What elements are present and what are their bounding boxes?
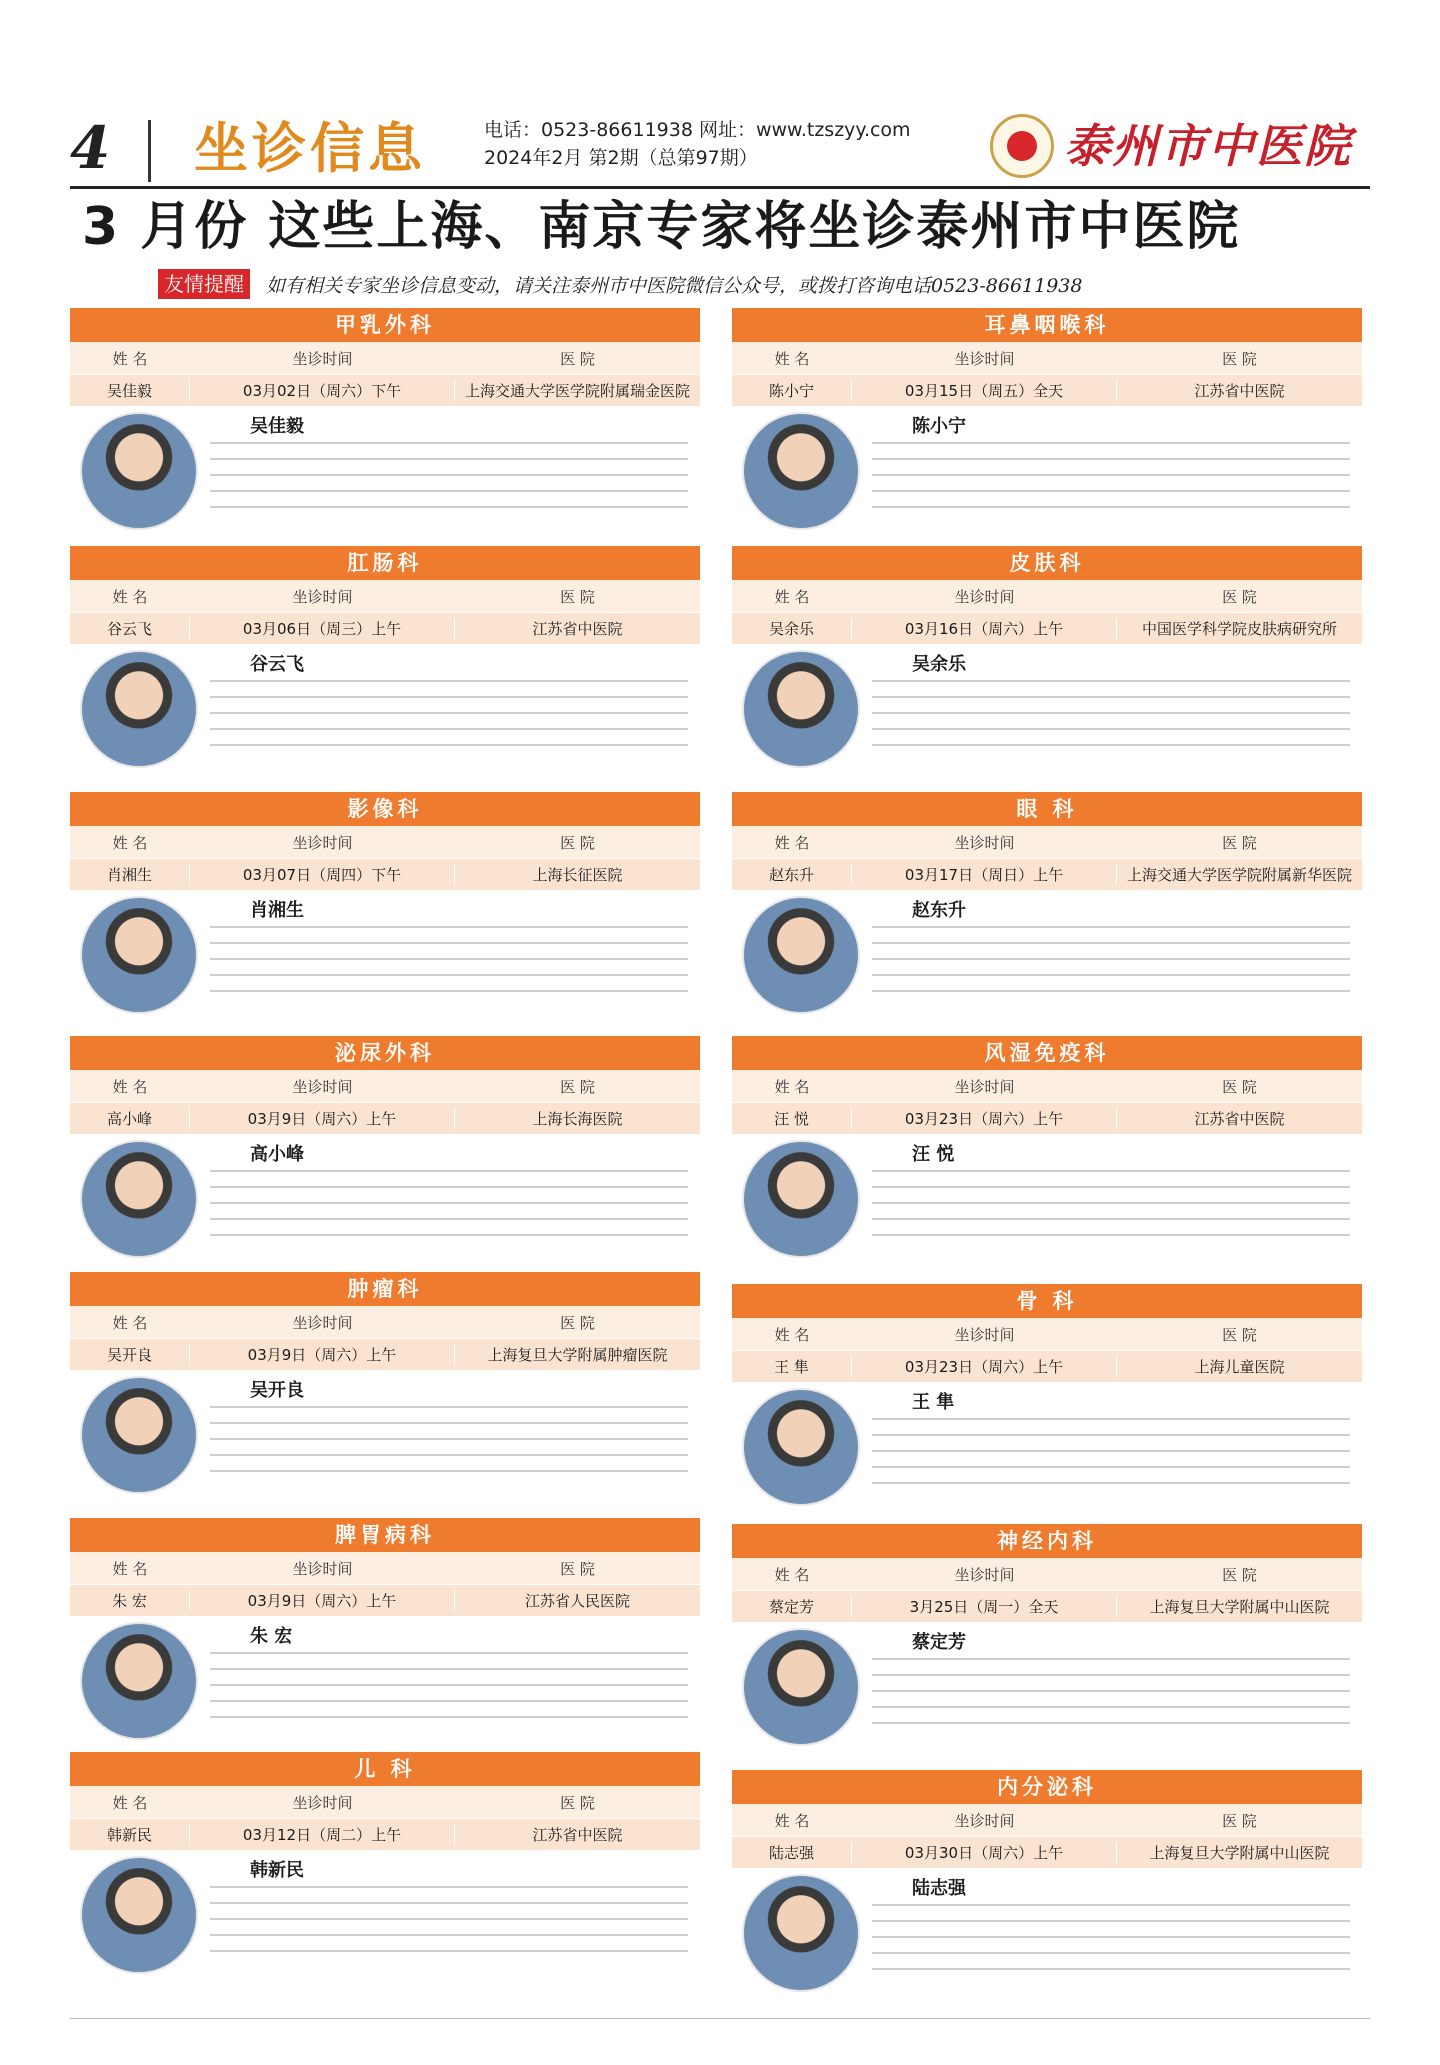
profile-doctor-name: 高小峰 <box>250 1144 304 1165</box>
hospital-cell: 中国医学科学院皮肤病研究所 <box>1141 620 1337 638</box>
table-row <box>732 858 1362 890</box>
clinic-time-cell: 03月30日（周六）上午 <box>852 1842 1117 1863</box>
table-header-row <box>732 580 1362 612</box>
doctor-name-cell: 韩新民 <box>70 1824 190 1845</box>
clinic-time-cell: 03月07日（周四）下午 <box>190 864 455 885</box>
header-name: 姓 名 <box>774 1077 810 1096</box>
header-name: 姓 名 <box>112 587 148 606</box>
doctor-name-cell: 汪 悦 <box>732 1108 852 1129</box>
clinic-time-cell: 3月25日（周一）全天 <box>852 1596 1117 1617</box>
doctor-bio <box>210 1406 688 1486</box>
doctor-profile <box>70 1622 700 1742</box>
department-card <box>732 1770 1362 1994</box>
department-title: 皮肤科 <box>732 546 1362 580</box>
department-card <box>70 792 700 1016</box>
clinic-time-cell: 03月9日（周六）上午 <box>190 1344 455 1365</box>
clinic-time-cell: 03月9日（周六）上午 <box>190 1590 455 1611</box>
department-card <box>732 1036 1362 1260</box>
contact-info <box>484 116 911 172</box>
clinic-time-cell: 03月02日（周六）下午 <box>190 380 455 401</box>
header-name: 姓 名 <box>112 349 148 368</box>
header-time: 坐诊时间 <box>954 587 1015 606</box>
masthead-divider <box>148 120 151 182</box>
hospital-cell: 上海复旦大学附属中山医院 <box>1149 1844 1330 1862</box>
department-card <box>70 1518 700 1742</box>
doctor-profile <box>70 412 700 532</box>
table-row <box>70 1338 700 1370</box>
doctor-photo <box>80 1140 198 1258</box>
doctor-name-cell: 朱 宏 <box>70 1590 190 1611</box>
doctor-name-cell: 陈小宁 <box>732 380 852 401</box>
doctor-photo <box>80 412 198 530</box>
header-time: 坐诊时间 <box>954 1077 1015 1096</box>
clinic-time-cell: 03月23日（周六）上午 <box>852 1108 1117 1129</box>
header-hospital: 医 院 <box>560 1077 595 1096</box>
phone-website-line: 电话：0523-86611938 网址：www.tzszyy.com <box>484 119 911 141</box>
profile-doctor-name: 谷云飞 <box>250 654 304 675</box>
hospital-cell: 上海复旦大学附属中山医院 <box>1149 1598 1330 1616</box>
header-hospital: 医 院 <box>560 1793 595 1812</box>
header-name: 姓 名 <box>774 833 810 852</box>
table-row <box>732 1102 1362 1134</box>
hospital-cell: 江苏省人民医院 <box>524 1592 630 1610</box>
table-row <box>732 1836 1362 1868</box>
table-header-row <box>732 1804 1362 1836</box>
bottom-rule <box>70 2018 1370 2019</box>
table-row <box>70 1102 700 1134</box>
doctor-bio <box>210 926 688 1006</box>
doctor-photo <box>742 1388 860 1506</box>
department-title: 肿瘤科 <box>70 1272 700 1306</box>
header-time: 坐诊时间 <box>954 1811 1015 1830</box>
header-time: 坐诊时间 <box>292 1559 353 1578</box>
hospital-cell: 上海儿童医院 <box>1194 1358 1285 1376</box>
clinic-time-cell: 03月17日（周日）上午 <box>852 864 1117 885</box>
department-title: 影像科 <box>70 792 700 826</box>
doctor-name-cell: 蔡定芳 <box>732 1596 852 1617</box>
header-time: 坐诊时间 <box>954 1325 1015 1344</box>
department-title: 神经内科 <box>732 1524 1362 1558</box>
clinic-time-cell: 03月12日（周二）上午 <box>190 1824 455 1845</box>
header-name: 姓 名 <box>774 1325 810 1344</box>
header-time: 坐诊时间 <box>954 833 1015 852</box>
profile-doctor-name: 蔡定芳 <box>912 1632 966 1653</box>
clinic-time-cell: 03月15日（周五）全天 <box>852 380 1117 401</box>
doctor-profile <box>732 1874 1362 1994</box>
header-name: 姓 名 <box>112 1313 148 1332</box>
department-card <box>70 1752 700 1976</box>
header-name: 姓 名 <box>774 1811 810 1830</box>
doctor-bio <box>210 442 688 522</box>
header-time: 坐诊时间 <box>292 1077 353 1096</box>
table-header-row <box>70 580 700 612</box>
hospital-cell: 江苏省中医院 <box>1194 1110 1285 1128</box>
profile-doctor-name: 吴余乐 <box>912 654 966 675</box>
table-header-row <box>70 342 700 374</box>
profile-doctor-name: 朱 宏 <box>250 1626 293 1647</box>
notice-bar <box>158 268 1082 300</box>
profile-doctor-name: 赵东升 <box>912 900 966 921</box>
header-name: 姓 名 <box>112 1793 148 1812</box>
doctor-name-cell: 陆志强 <box>732 1842 852 1863</box>
header-hospital: 医 院 <box>560 349 595 368</box>
doctor-profile <box>732 1628 1362 1748</box>
hospital-name: 泰州市中医院 <box>1064 119 1352 173</box>
header-hospital: 医 院 <box>1222 833 1257 852</box>
department-card <box>732 792 1362 1016</box>
department-card <box>70 546 700 770</box>
header-name: 姓 名 <box>774 587 810 606</box>
hospital-cell: 江苏省中医院 <box>532 620 623 638</box>
table-row <box>70 1584 700 1616</box>
header-hospital: 医 院 <box>1222 349 1257 368</box>
doctor-profile <box>732 650 1362 770</box>
hospital-cell: 上海复旦大学附属肿瘤医院 <box>487 1346 668 1364</box>
profile-doctor-name: 吴佳毅 <box>250 416 304 437</box>
doctor-name-cell: 谷云飞 <box>70 618 190 639</box>
table-header-row <box>70 1070 700 1102</box>
profile-doctor-name: 韩新民 <box>250 1860 304 1881</box>
header-name: 姓 名 <box>112 1077 148 1096</box>
doctor-photo <box>742 1874 860 1992</box>
header-name: 姓 名 <box>112 1559 148 1578</box>
doctor-bio <box>872 442 1350 522</box>
doctor-bio <box>872 1418 1350 1498</box>
table-header-row <box>732 1318 1362 1350</box>
clinic-time-cell: 03月16日（周六）上午 <box>852 618 1117 639</box>
hospital-cell: 上海交通大学医学院附属瑞金医院 <box>464 382 690 400</box>
header-hospital: 医 院 <box>560 833 595 852</box>
header-name: 姓 名 <box>112 833 148 852</box>
table-header-row <box>70 1306 700 1338</box>
doctor-bio <box>210 1170 688 1250</box>
table-header-row <box>732 1558 1362 1590</box>
doctor-photo <box>80 1622 198 1740</box>
table-header-row <box>70 1786 700 1818</box>
masthead-rule <box>70 186 1370 189</box>
doctor-bio <box>872 1904 1350 1984</box>
doctor-photo <box>742 896 860 1014</box>
doctor-profile <box>70 1376 700 1496</box>
header-time: 坐诊时间 <box>292 1793 353 1812</box>
doctor-profile <box>70 1140 700 1260</box>
doctor-profile <box>732 412 1362 532</box>
department-title: 甲乳外科 <box>70 308 700 342</box>
table-row <box>70 858 700 890</box>
doctor-bio <box>872 1658 1350 1738</box>
doctor-name-cell: 吴开良 <box>70 1344 190 1365</box>
doctor-bio <box>210 1886 688 1966</box>
doctor-photo <box>742 1140 860 1258</box>
header-time: 坐诊时间 <box>954 349 1015 368</box>
header-time: 坐诊时间 <box>292 349 353 368</box>
doctor-bio <box>872 1170 1350 1250</box>
header-time: 坐诊时间 <box>292 833 353 852</box>
profile-doctor-name: 陈小宁 <box>912 416 966 437</box>
department-title: 肛肠科 <box>70 546 700 580</box>
department-title: 儿 科 <box>70 1752 700 1786</box>
doctor-name-cell: 赵东升 <box>732 864 852 885</box>
department-card <box>732 308 1362 532</box>
table-row <box>70 612 700 644</box>
department-card <box>732 1284 1362 1508</box>
page-number: 4 <box>70 114 111 182</box>
doctor-profile <box>732 896 1362 1016</box>
doctor-bio <box>210 680 688 760</box>
doctor-profile <box>70 650 700 770</box>
header-time: 坐诊时间 <box>292 587 353 606</box>
department-card <box>70 308 700 532</box>
header-hospital: 医 院 <box>560 587 595 606</box>
header-name: 姓 名 <box>774 349 810 368</box>
table-header-row <box>70 826 700 858</box>
header-hospital: 医 院 <box>1222 1077 1257 1096</box>
doctor-name-cell: 吴佳毅 <box>70 380 190 401</box>
header-hospital: 医 院 <box>1222 1811 1257 1830</box>
notice-text: 如有相关专家坐诊信息变动，请关注泰州市中医院微信公众号，或拨打咨询电话0523-86611938 <box>266 274 1083 297</box>
table-row <box>732 1350 1362 1382</box>
hospital-cell: 上海交通大学医学院附属新华医院 <box>1126 866 1352 884</box>
table-row <box>70 374 700 406</box>
department-title: 泌尿外科 <box>70 1036 700 1070</box>
department-title: 耳鼻咽喉科 <box>732 308 1362 342</box>
doctor-photo <box>80 896 198 1014</box>
department-title: 眼 科 <box>732 792 1362 826</box>
page-headline: 3 月份 这些上海、南京专家将坐诊泰州市中医院 <box>82 197 1241 257</box>
doctor-photo <box>742 650 860 768</box>
doctor-profile <box>732 1140 1362 1260</box>
hospital-logo-icon <box>990 114 1054 178</box>
profile-doctor-name: 陆志强 <box>912 1878 966 1899</box>
doctor-profile <box>732 1388 1362 1508</box>
section-title: 坐诊信息 <box>194 116 426 180</box>
header-time: 坐诊时间 <box>954 1565 1015 1584</box>
profile-doctor-name: 肖湘生 <box>250 900 304 921</box>
hospital-cell: 江苏省中医院 <box>532 1826 623 1844</box>
department-title: 风湿免疫科 <box>732 1036 1362 1070</box>
department-title: 骨 科 <box>732 1284 1362 1318</box>
doctor-name-cell: 高小峰 <box>70 1108 190 1129</box>
clinic-time-cell: 03月9日（周六）上午 <box>190 1108 455 1129</box>
clinic-time-cell: 03月06日（周三）上午 <box>190 618 455 639</box>
department-card <box>732 1524 1362 1748</box>
header-hospital: 医 院 <box>1222 587 1257 606</box>
hospital-cell: 上海长海医院 <box>532 1110 623 1128</box>
header-hospital: 医 院 <box>1222 1565 1257 1584</box>
doctor-bio <box>872 680 1350 760</box>
hospital-cell: 江苏省中医院 <box>1194 382 1285 400</box>
clinic-time-cell: 03月23日（周六）上午 <box>852 1356 1117 1377</box>
doctor-bio <box>210 1652 688 1732</box>
table-row <box>70 1818 700 1850</box>
department-title: 脾胃病科 <box>70 1518 700 1552</box>
doctor-name-cell: 肖湘生 <box>70 864 190 885</box>
doctor-bio <box>872 926 1350 1006</box>
doctor-profile <box>70 1856 700 1976</box>
department-card <box>70 1036 700 1260</box>
hospital-cell: 上海长征医院 <box>532 866 623 884</box>
notice-tag: 友情提醒 <box>158 269 250 299</box>
doctor-photo <box>80 650 198 768</box>
masthead <box>70 112 1370 184</box>
profile-doctor-name: 吴开良 <box>250 1380 304 1401</box>
issue-line: 2024年2月 第2期（总第97期） <box>484 147 758 169</box>
doctor-name-cell: 吴余乐 <box>732 618 852 639</box>
table-header-row <box>732 342 1362 374</box>
table-header-row <box>732 826 1362 858</box>
header-hospital: 医 院 <box>560 1313 595 1332</box>
doctor-photo <box>80 1856 198 1974</box>
department-title: 内分泌科 <box>732 1770 1362 1804</box>
header-hospital: 医 院 <box>1222 1325 1257 1344</box>
table-row <box>732 612 1362 644</box>
doctor-profile <box>70 896 700 1016</box>
department-card <box>732 546 1362 770</box>
table-row <box>732 374 1362 406</box>
table-row <box>732 1590 1362 1622</box>
doctor-photo <box>80 1376 198 1494</box>
header-name: 姓 名 <box>774 1565 810 1584</box>
header-hospital: 医 院 <box>560 1559 595 1578</box>
doctor-photo <box>742 412 860 530</box>
header-time: 坐诊时间 <box>292 1313 353 1332</box>
table-header-row <box>70 1552 700 1584</box>
profile-doctor-name: 王 隼 <box>912 1392 955 1413</box>
profile-doctor-name: 汪 悦 <box>912 1144 955 1165</box>
department-card <box>70 1272 700 1496</box>
doctor-name-cell: 王 隼 <box>732 1356 852 1377</box>
table-header-row <box>732 1070 1362 1102</box>
doctor-photo <box>742 1628 860 1746</box>
